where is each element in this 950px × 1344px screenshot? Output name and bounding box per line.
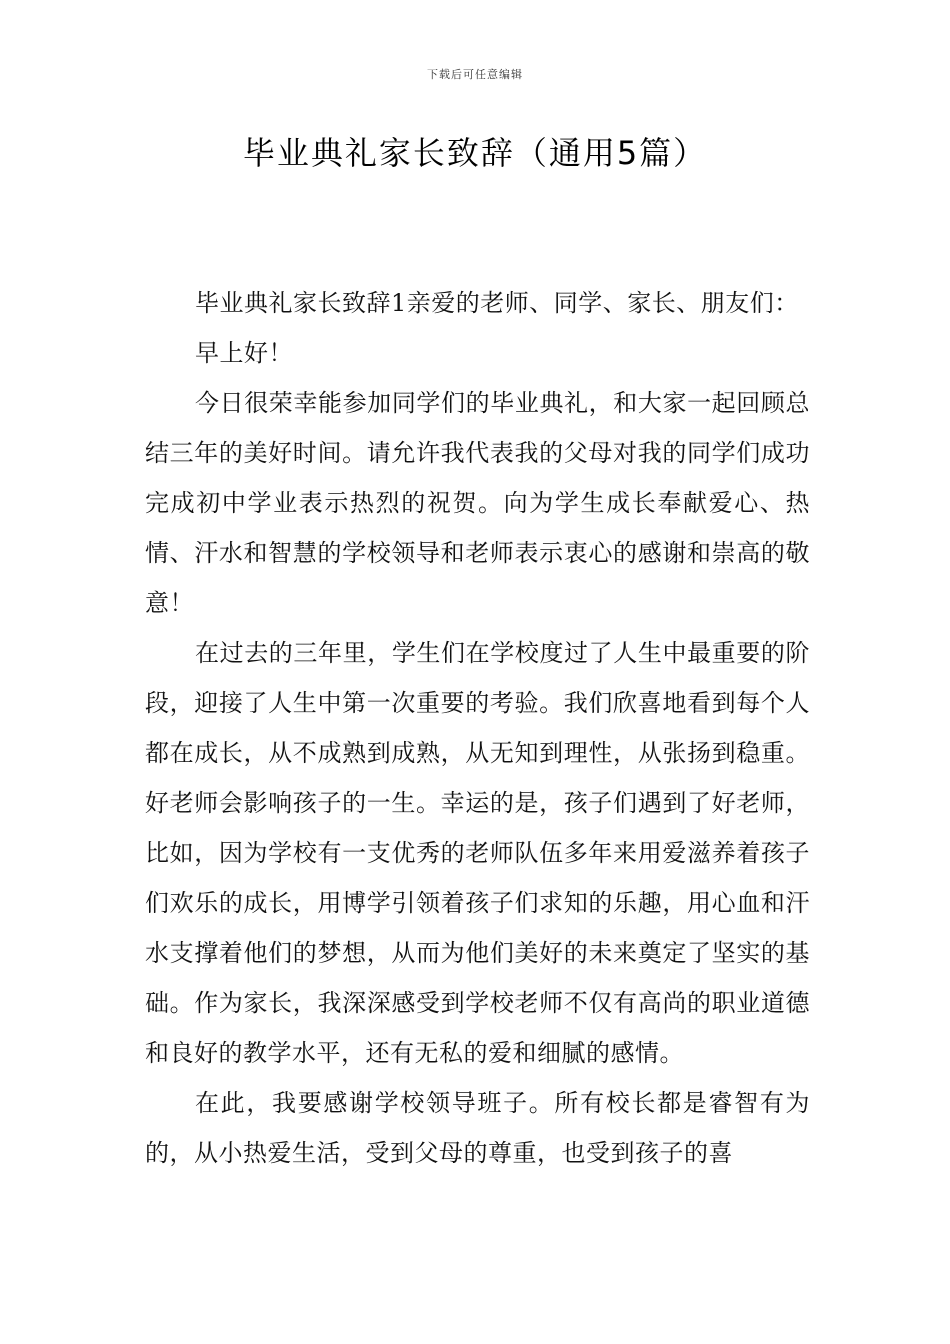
paragraph-three-years: 在过去的三年里，学生们在学校度过了人生中最重要的阶段，迎接了人生中第一次重要的考验。我们欣喜地看到每个人都在成长，从不成熟到成熟，从无知到理性，从张扬到稳重。好老师会影响孩子的一生。幸运的是，孩子们遇到了好老师，比如，因为学校有一支优秀的老师队伍多年来用爱滋养着孩子们欢乐的成长，用博学引领着孩子们求知的乐趣，用心血和汗水支撑着他们的梦想，从而为他们美好的未来奠定了坚实的基础。作为家长，我深深感受到学校老师不仅有高尚的职业道德和良好的教学水平，还有无私的爱和细腻的感情。	[145, 639, 810, 1067]
paragraph-congratulations: 今日很荣幸能参加同学们的毕业典礼，和大家一起回顾总结三年的美好时间。请允许我代表我的父母对我的同学们成功完成初中学业表示热烈的祝贺。向为学生成长奉献爱心、热情、汗水和智慧的学校领导和老师表示衷心的感谢和崇高的敬意！	[145, 389, 810, 617]
document-title: 毕业典礼家长致辞（通用5篇）	[242, 134, 708, 172]
header-note: 下载后可任意编辑	[427, 68, 523, 81]
paragraph-good-morning: 早上好！	[195, 339, 293, 367]
document-body	[145, 278, 810, 1178]
paragraph-thanks-leadership: 在此，我要感谢学校领导班子。所有校长都是睿智有为的，从小热爱生活，受到父母的尊重，也受到孩子的喜	[145, 1089, 810, 1167]
paragraph-greeting: 毕业典礼家长致辞1亲爱的老师、同学、家长、朋友们：	[195, 289, 799, 317]
